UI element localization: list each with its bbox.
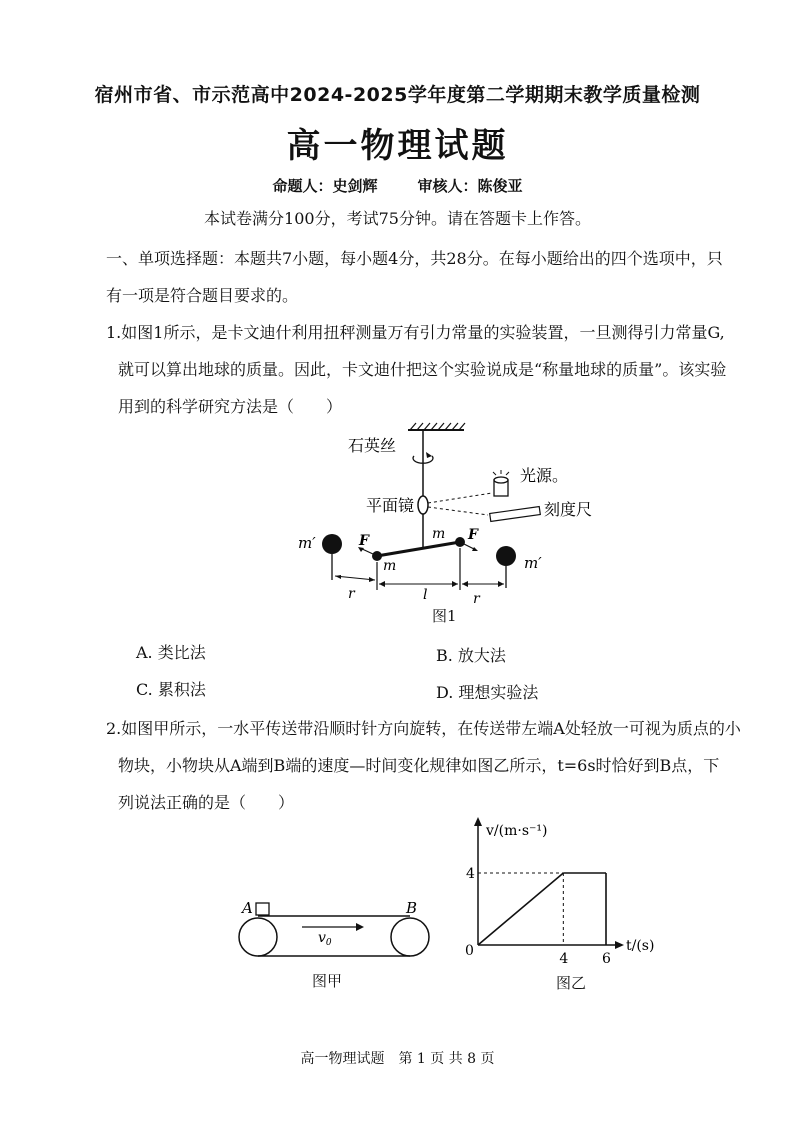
force-right-label: F — [468, 527, 478, 543]
block-object — [256, 903, 269, 915]
q2-line2: 物块，小物块从A端到B端的速度—时间变化规律如图乙所示，t=6s时恰好到B点，下 — [118, 756, 720, 775]
vt-series — [478, 873, 606, 945]
q1-option-d[interactable]: D. 理想实验法 — [436, 683, 539, 702]
small-mass-right-label: m — [432, 526, 446, 542]
y-axis-label: v/(m·s⁻¹) — [486, 823, 548, 839]
q1-option-b[interactable]: B. 放大法 — [436, 646, 506, 665]
origin-label: 0 — [465, 943, 474, 959]
y-tick-4: 4 — [466, 866, 475, 882]
x-tick-6: 6 — [602, 951, 611, 967]
authors-line — [0, 175, 795, 196]
section1-line1: 一、单项选择题：本题共7小题，每小题4分，共28分。在每小题给出的四个选项中，只 — [106, 249, 723, 268]
q2-line3: 列说法正确的是（ ） — [118, 793, 295, 812]
school-exam-heading: 宿州市省、市示范高中2024-2025学年度第二学期期末教学质量检测 — [94, 84, 701, 106]
q1-line2: 就可以算出地球的质量。因此，卡文迪什把这个实验说成是“称量地球的质量”。该实验 — [118, 360, 727, 379]
exam-notice: 本试卷满分100分，考试75分钟。请在答题卡上作答。 — [204, 209, 591, 228]
light-source-label: 光源。 — [520, 466, 569, 485]
torsion-balance-figure — [280, 418, 593, 628]
author-label: 命题人：史剑辉 — [272, 177, 378, 195]
vt-segment-0 — [478, 873, 563, 945]
force-left-label: F — [359, 533, 369, 549]
page-footer: 高一物理试题 第 1 页 共 8 页 — [300, 1051, 495, 1067]
q1-line3: 用到的科学研究方法是（ ） — [118, 397, 343, 416]
q2-line1: 2.如图甲所示，一水平传送带沿顺时针方向旋转，在传送带左端A处轻放一可视为质点的小 — [106, 719, 741, 738]
quartz-fiber-label: 石英丝 — [348, 436, 397, 455]
big-mass-left-label: m′ — [298, 534, 316, 552]
page-title: 高一物理试题 — [286, 126, 509, 166]
belt-end-b-label: B — [406, 899, 418, 917]
velocity-time-graph — [458, 815, 678, 975]
figure-yi-caption: 图乙 — [556, 974, 587, 992]
x-axis-label: t/(s) — [626, 938, 655, 954]
reviewer-label: 审核人：陈俊亚 — [417, 177, 523, 195]
x-tick-4: 4 — [559, 951, 569, 967]
plane-mirror-label: 平面镜 — [366, 496, 415, 515]
q1-option-c[interactable]: C. 累积法 — [136, 680, 206, 699]
distance-r-left-label: r — [348, 586, 355, 602]
small-mass-left-label: m — [383, 558, 397, 574]
big-mass-right-label: m′ — [524, 554, 542, 572]
belt-speed-label: $v_0$ — [318, 930, 332, 948]
scale-ruler-label: 刻度尺 — [544, 500, 593, 519]
conveyor-belt-figure — [232, 894, 432, 974]
q1-line1: 1.如图1所示，是卡文迪什利用扭秤测量万有引力常量的实验装置，一旦测得引力常量G, — [106, 323, 725, 342]
figure1-caption: 图1 — [432, 607, 457, 625]
rod-length-label: l — [423, 587, 428, 603]
q1-option-a[interactable]: A. 类比法 — [136, 643, 206, 662]
section1-line2: 有一项是符合题目要求的。 — [106, 286, 299, 305]
figure-jia-caption: 图甲 — [312, 972, 343, 990]
belt-end-a-label: A — [242, 899, 253, 917]
distance-r-right-label: r — [473, 591, 480, 607]
